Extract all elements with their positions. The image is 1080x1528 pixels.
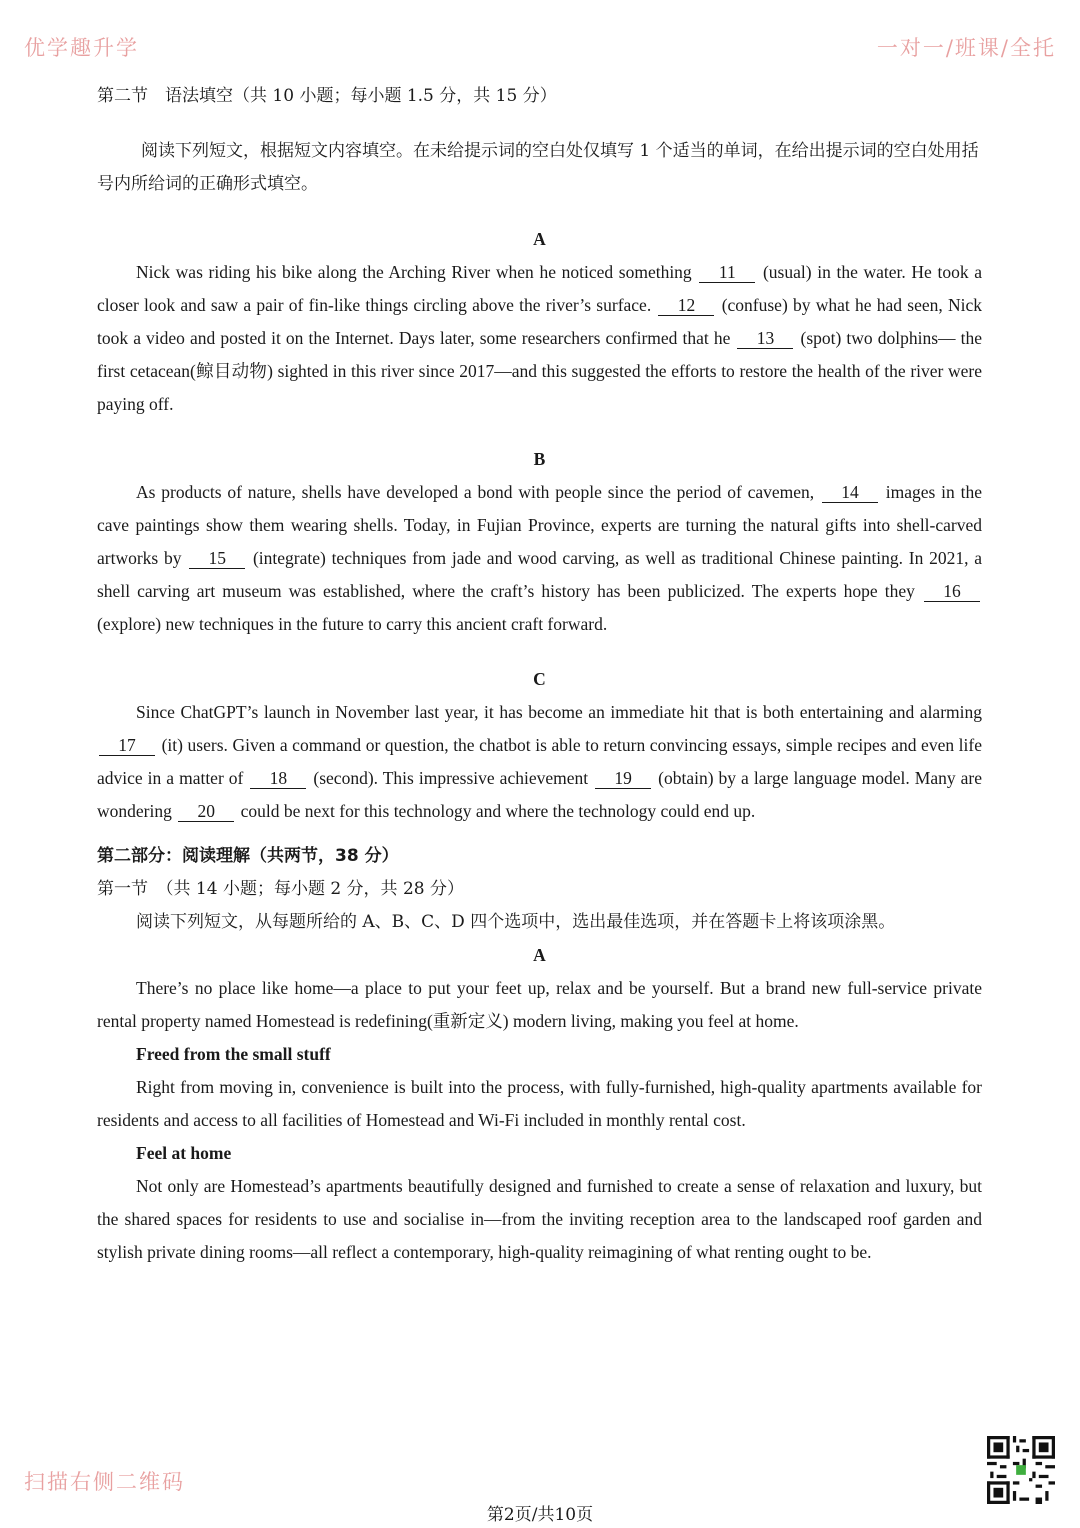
reading-a-subheading-1: Freed from the small stuff — [136, 1044, 331, 1064]
part2-heading: 第二部分：阅读理解（共两节，38 分） — [97, 846, 399, 866]
passage-a-s2: (usual) in the water. He took a closer look and saw a pair of fin-like things circling above the river’s surface. — [97, 262, 982, 315]
passage-c-text — [97, 696, 982, 828]
section2-instructions: 阅读下列短文，根据短文内容填空。在未给提示词的空白处仅填写 1 个适当的单词，在给出提示词的空白处用括号内所给词的正确形式填空。 — [97, 141, 979, 194]
passage-a-text — [97, 256, 982, 421]
watermark-top-left: 优学趣升学 — [24, 36, 139, 60]
page-number: 第2页/共10页 — [486, 1505, 594, 1525]
passage-b-s3: (integrate) techniques from jade and wood carving, as well as traditional Chinese painting. In 2021, a shell carving art museum was established, where the craft’s history has been publicized. The experts hope they — [97, 548, 982, 601]
reading-a-subheading-2: Feel at home — [136, 1143, 232, 1163]
blank-20: 20 — [178, 801, 234, 822]
passage-c-letter: C — [533, 669, 546, 689]
passage-a-s4: (spot) two dolphins— the first cetacean(鲸目动物) sighted in this river since 2017—and this suggested the efforts to restore the health of the river were paying off. — [97, 328, 983, 414]
reading-a-p1: There’s no place like home—a place to put your feet up, relax and be yourself. But a brand new full-service private rental property named Homestead is redefining(重新定义) modern living, making you feel at home. — [97, 978, 982, 1031]
passage-a-s3: (confuse) by what he had seen, Nick took a video and posted it on the Internet. Days later, some researchers confirmed that he — [97, 295, 982, 348]
passage-c-s4: (obtain) by a large language model. Many are wondering — [97, 768, 983, 821]
page-content — [97, 80, 982, 1269]
reading-a-p2: Right from moving in, convenience is built into the process, with fully-furnished, high-quality apartments available for residents and access to all facilities of Homestead and Wi-Fi included in monthly rental cost. — [97, 1077, 982, 1130]
blank-18: 18 — [250, 768, 306, 789]
blank-15: 15 — [189, 548, 245, 569]
passage-b-text — [97, 476, 982, 641]
part2-instructions: 阅读下列短文，从每题所给的 A、B、C、D 四个选项中，选出最佳选项，并在答题卡上将该项涂黑。 — [136, 912, 896, 932]
qr-code-icon[interactable] — [987, 1436, 1055, 1504]
passage-c-s3: (second). This impressive achievement — [308, 768, 594, 788]
passage-b-letter: B — [533, 449, 546, 469]
part2-section1-heading: 第一节 （共 14 小题；每小题 2 分，共 28 分） — [97, 879, 465, 899]
passage-a-letter: A — [533, 229, 546, 249]
blank-12: 12 — [658, 295, 714, 316]
passage-c-s5: could be next for this technology and where the technology could end up. — [236, 801, 756, 821]
blank-16: 16 — [924, 581, 980, 602]
passage-a-s1: Nick was riding his bike along the Arching River when he noticed something — [136, 262, 698, 282]
blank-11: 11 — [699, 262, 755, 283]
watermark-top-right: 一对一/班课/全托 — [876, 36, 1056, 60]
blank-17: 17 — [99, 735, 155, 756]
passage-c-s2: (it) users. Given a command or question, the chatbot is able to return convincing essays, simple recipes and even life advice in a matter of — [97, 735, 982, 788]
blank-19: 19 — [595, 768, 651, 789]
blank-14: 14 — [822, 482, 878, 503]
section2-heading: 第二节 语法填空（共 10 小题；每小题 1.5 分，共 15 分） — [97, 86, 557, 106]
blank-13: 13 — [737, 328, 793, 349]
passage-b-s1: As products of nature, shells have developed a bond with people since the period of cavemen, — [136, 482, 820, 502]
passage-b-s4: (explore) new techniques in the future to carry this ancient craft forward. — [97, 614, 608, 634]
passage-b-s2: images in the cave paintings show them wearing shells. Today, in Fujian Province, experts are turning the natural gifts into shell-carved artworks by — [97, 482, 982, 568]
watermark-bottom-left: 扫描右侧二维码 — [24, 1470, 185, 1494]
reading-a-letter: A — [533, 945, 546, 965]
reading-a-p3: Not only are Homestead’s apartments beautifully designed and furnished to create a sense of relaxation and luxury, but the shared spaces for residents to use and socialise in—from the inviting reception area to the landscaped roof garden and stylish private dining rooms—all reflect a contemporary, high-quality reimagining of what renting ought to be. — [97, 1176, 982, 1262]
passage-c-s1: Since ChatGPT’s launch in November last year, it has become an immediate hit that is both entertaining and alarming — [136, 702, 982, 722]
